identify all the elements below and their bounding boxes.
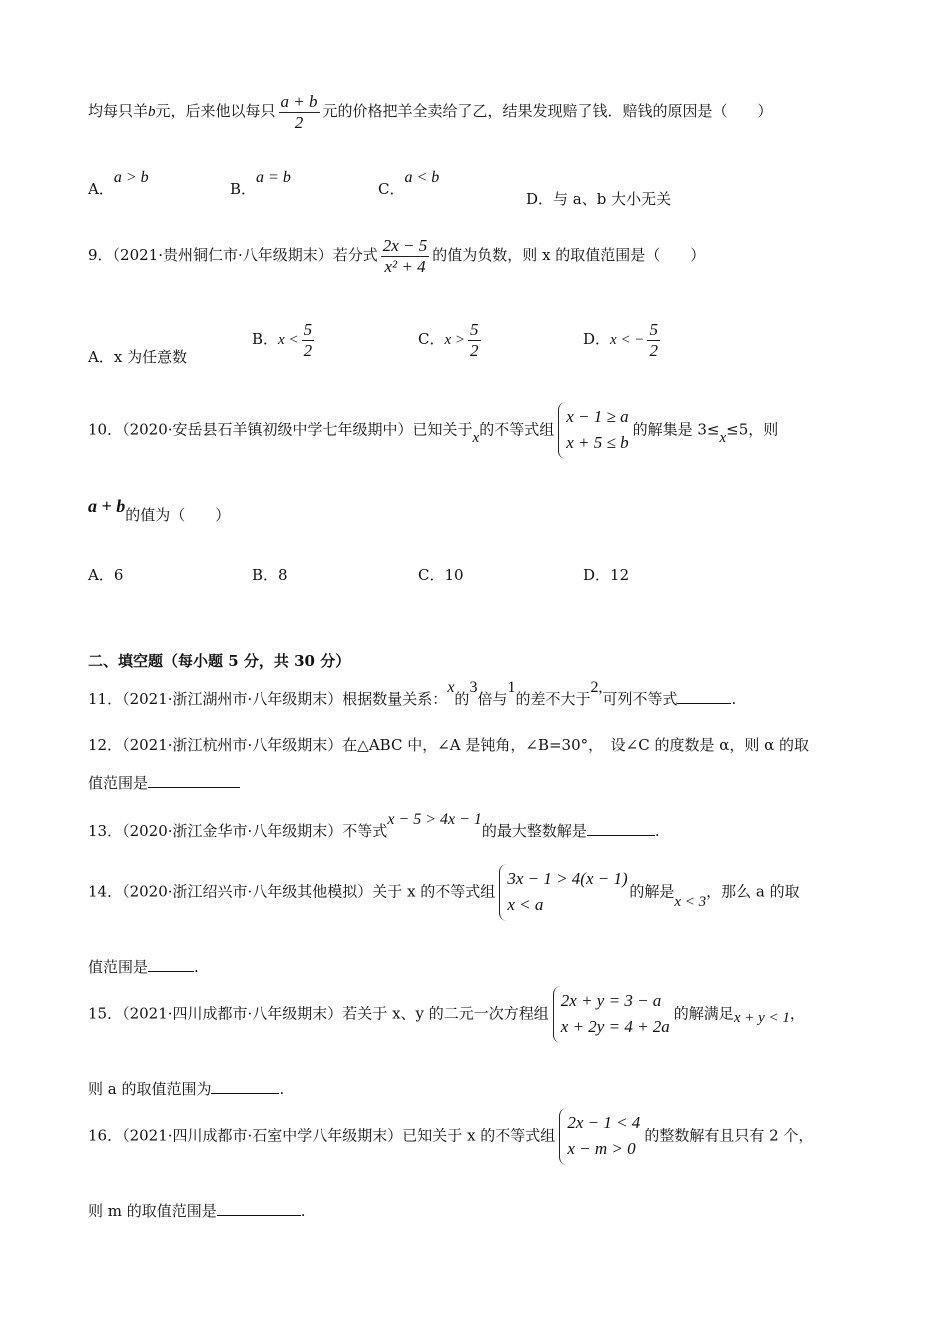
q11-answer-blank[interactable] — [677, 703, 731, 704]
q16-line2: 则 m 的取值范围是 . — [88, 1202, 306, 1220]
q16-system: 2x − 1 < 4 x − m > 0 — [559, 1108, 640, 1165]
q10-option-d[interactable]: D．12 — [583, 566, 630, 584]
q15-line2: 则 a 的取值范围为 . — [88, 1080, 285, 1098]
q16-stem: 16．（2021·四川成都市·石室中学八年级期末）已知关于 x 的不等式组 2x − 1 < 4 x − m > 0 的整数解有且只有 2 个， — [88, 1108, 813, 1165]
q14-answer-blank[interactable] — [148, 971, 194, 972]
q11-stem: 11．（2021·浙江湖州市·八年级期末）根据数量关系：x的3倍与1的差不大于2,可列不等式 . — [88, 679, 737, 708]
q8-text1: 均每只羊 — [88, 102, 149, 121]
q15-stem: 15．（2021·四川成都市·八年级期末）若关于 x、y 的二元一次方程组 2x + y = 3 − a x + 2y = 4 + 2a 的解满足x + y < 1， — [88, 986, 805, 1043]
q12-answer-blank[interactable] — [148, 787, 240, 788]
q8-stem — [88, 92, 773, 132]
section-title: 二、填空题（每小题 5 分，共 30 分） — [88, 652, 351, 670]
q9-option-a[interactable]: A．x 为任意数 — [88, 348, 188, 366]
q13-stem: 13．（2020·浙江金华市·八年级期末）不等式x − 5 > 4x − 1的最大整数解是 . — [88, 811, 660, 840]
q9-stem: 9．（2021·贵州铜仁市·八年级期末）若分式 $\frac{2x - 5}{\text{x² + 4}}$ 的值为负数，则 x 的取值范围是（ ） — [88, 236, 706, 276]
q8-option-a[interactable]: A．a > b — [88, 169, 149, 198]
q12-stem: 12．（2021·浙江杭州市·八年级期末）在△ABC 中，∠A 是钝角，∠B=30°， 设∠C 的度数是 α，则 α 的取 — [88, 736, 810, 754]
q14-line2: 值范围是 . — [88, 958, 199, 976]
q10-option-c[interactable]: C．10 — [418, 566, 464, 584]
q9-option-d[interactable]: D．x < − $\frac{5}{2}$ — [583, 320, 658, 360]
q9-fraction: $\frac{2x - 5}{\text{x² + 4}}$ — [382, 236, 428, 276]
q16-answer-blank[interactable] — [217, 1215, 301, 1216]
q10-option-b[interactable]: B．8 — [252, 566, 288, 584]
q14-stem: 14．（2020·浙江绍兴市·八年级其他模拟）关于 x 的不等式组 3x − 1 > 4(x − 1) x < a 的解是x < 3，那么 a 的取 — [88, 864, 800, 921]
q8-text2: 元，后来他以每只 — [155, 102, 276, 121]
q14-system: 3x − 1 > 4(x − 1) x < a — [499, 864, 625, 921]
q10-system: x − 1 ≥ a x + 5 ≤ b — [558, 402, 628, 459]
q12-line2: 值范围是 — [88, 772, 240, 793]
q9-option-b[interactable]: B．x < $\frac{5}{2}$ — [252, 320, 313, 360]
q15-system: 2x + y = 3 − a x + 2y = 4 + 2a — [553, 986, 670, 1043]
q8-option-b[interactable]: B．a = b — [230, 169, 291, 198]
q13-answer-blank[interactable] — [587, 835, 655, 836]
q15-answer-blank[interactable] — [211, 1093, 279, 1094]
q10-line2: a + b的值为（ ） — [88, 496, 231, 524]
q8-var-b: b — [148, 104, 156, 121]
q10-stem: 10．（2020·安岳县石羊镇初级中学七年级期中）已知关于x的不等式组 x − 1 ≥ a x + 5 ≤ b 的解集是 3≤x≤5，则 — [88, 402, 778, 459]
q8-text3: 元的价格把羊全卖给了乙，结果发现赔了钱．赔钱的原因是（ ） — [322, 102, 773, 121]
q9-option-c[interactable]: C．x > $\frac{5}{2}$ — [418, 320, 479, 360]
q8-option-c[interactable]: C．a < b — [378, 169, 440, 198]
q8-fraction: $\frac{a + b}{2}$ — [280, 92, 318, 132]
q8-option-d[interactable]: D．与 a、b 大小无关 — [526, 190, 672, 208]
q10-option-a[interactable]: A．6 — [88, 566, 124, 584]
